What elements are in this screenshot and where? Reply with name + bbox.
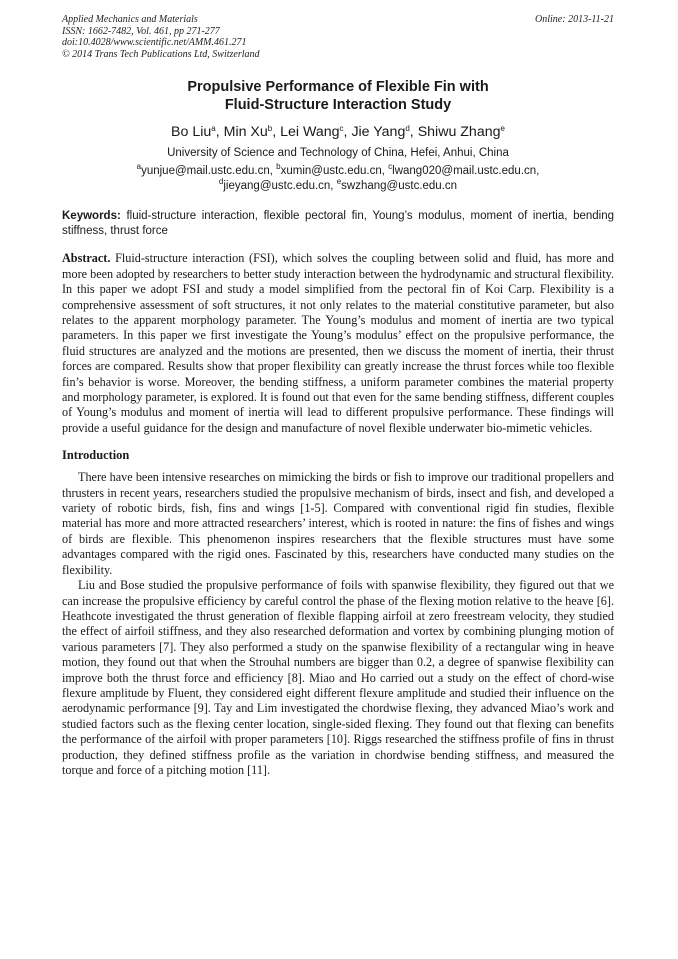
email-marker: b [276,162,281,172]
author-marker: d [405,124,410,134]
issn-line: ISSN: 1662-7482, Vol. 461, pp 271-277 [62,25,220,37]
author-marker: a [211,124,216,134]
email-address: swzhang@ustc.edu.cn [341,180,458,193]
affiliation: University of Science and Technology of China, Hefei, Anhui, China [167,147,509,160]
keywords-text: fluid-structure interaction, flexible pectoral fin, Young’s modulus, moment of inertia, bending stiffness, thrust force [62,210,615,237]
author-name: Jie Yang [351,124,406,141]
author-separator: , [215,124,224,141]
email-line-2 [62,179,614,194]
email-marker: d [218,177,224,187]
author-name: Min Xu [223,124,268,141]
author-separator: , [409,124,418,141]
title-line-1: Propulsive Performance of Flexible Fin with [187,79,489,96]
author-marker: b [267,124,273,134]
abstract-text: Fluid-structure interaction (FSI), which solves the coupling between solid and fluid, has more and more been adopted by researchers to better study interaction between the hydrodynamic and structural flexibility. In this paper we adopt FSI and study a model simplified from the pectoral fin of Koi Carp. Flexibility is a comprehensive assessment of soft structures, it not only relates to the material constitutive parameter, but also relates to the apparent morphology parameter. The Young’s modulus and moment of inertia are two typical parameters. In this paper we first investigate the Young’s modulus’ effect on the propulsive performance, the fluid structures are analyzed and the motions are presented, then we discuss the moment of inertia, their thrust forces are compared. Results show that proper flexibility can greatly increase the thrust forces while too flexible fin’s behavior is worse. Moreover, the bending stiffness, a uniform parameter combines the material property and morphology parameter, is explored. It is found out that even for the same bending stiffness, different couples of Young’s modulus and moment of inertia will lead to different propulsive performance. These findings will provide a useful guidance for the design and manufacture of novel flexible underwater bio-mimetic vehicles. [62,251,614,435]
title-line-2: Fluid-Structure Interaction Study [224,97,452,114]
email-list [62,164,614,194]
abstract [62,251,614,436]
email-address: jieyang@ustc.edu.cn, [223,180,334,193]
email-marker: e [336,177,342,187]
journal-header [62,14,614,60]
keywords-label: Keywords: [62,210,121,223]
paper-title [62,78,614,114]
section-heading-introduction: Introduction [62,448,130,463]
email-marker: c [388,162,393,172]
introduction-paragraph: There have been intensive researches on mimicking the birds or fish to improve our traditional propellers and thrusters in recent years, researchers studied the propulsive mechanism of birds, insect and fish, and developed a variety of robotic birds, fish, fins and wings [1-5]. Compared with conventional rigid fin studies, flexible material has more and more attracted researchers’ interest, which is rooted in nature: the fins of fishes and wings of birds are flexible. This phenomenon inspires researchers that the flexible structures must have some advantages compared with the rigid ones. Fascinated by this, researchers have conducted many studies on the flexibility. [62,470,614,577]
author-name: Shiwu Zhang [417,124,501,141]
author-name: Lei Wang [280,124,340,141]
author-separator: , [343,124,352,141]
author-list [62,123,614,141]
email-address: yunjue@mail.ustc.edu.cn, [141,165,273,178]
journal-name: Applied Mechanics and Materials [62,14,198,25]
doi-line: doi:10.4028/www.scientific.net/AMM.461.271 [62,37,247,49]
author-name: Bo Liu [171,124,212,141]
paper-page [62,14,614,778]
email-address: lwang020@mail.ustc.edu.cn, [392,165,540,178]
email-address: xumin@ustc.edu.cn, [280,165,385,178]
copyright-line: © 2014 Trans Tech Publications Ltd, Switzerland [62,48,260,60]
author-marker: c [339,124,344,134]
email-marker: a [136,162,142,172]
keywords [62,209,614,238]
introduction-paragraph: Liu and Bose studied the propulsive performance of foils with spanwise flexibility, they figured out that we can increase the propulsive efficiency by careful control the phase of the flexing motion relative to the heave [6]. Heathcote investigated the thrust generation of flexible flapping airfoil at zero freestream velocity, they studied the effect of airfoil stiffness, and they also researched deformation and vortex by combining plunging motion of various parameters [7]. They also performed a study on the spanwise flexibility of a rectangular wing in heave motion, they found out that when the Strouhal numbers are bigger than 0.2, a degree of spanwise flexibility can improve both the thrust force and efficiency [8]. Miao and Ho carried out a study on the effect of chord-wise flexure amplitude by Fluent, they considered eight different flexure amplitude and studied their influence on the aerodynamic performance [9]. Tay and Lim investigated the chordwise flexing, they advanced Miao’s work and studied factors such as the flexing center location, single-sided flexing. They found out that flexing can benefits the performance of the airfoil with proper parameters [10]. Riggs researched the stiffness profile of fins in thrust production, they defined stiffness profile as the variation in chordwise bending stiffness, and measured the torque and force of a pitching motion [11]. [62,578,614,777]
online-date: Online: 2013-11-21 [535,14,614,25]
author-marker: e [500,124,505,134]
author-separator: , [272,124,281,141]
abstract-label: Abstract. [62,251,111,266]
